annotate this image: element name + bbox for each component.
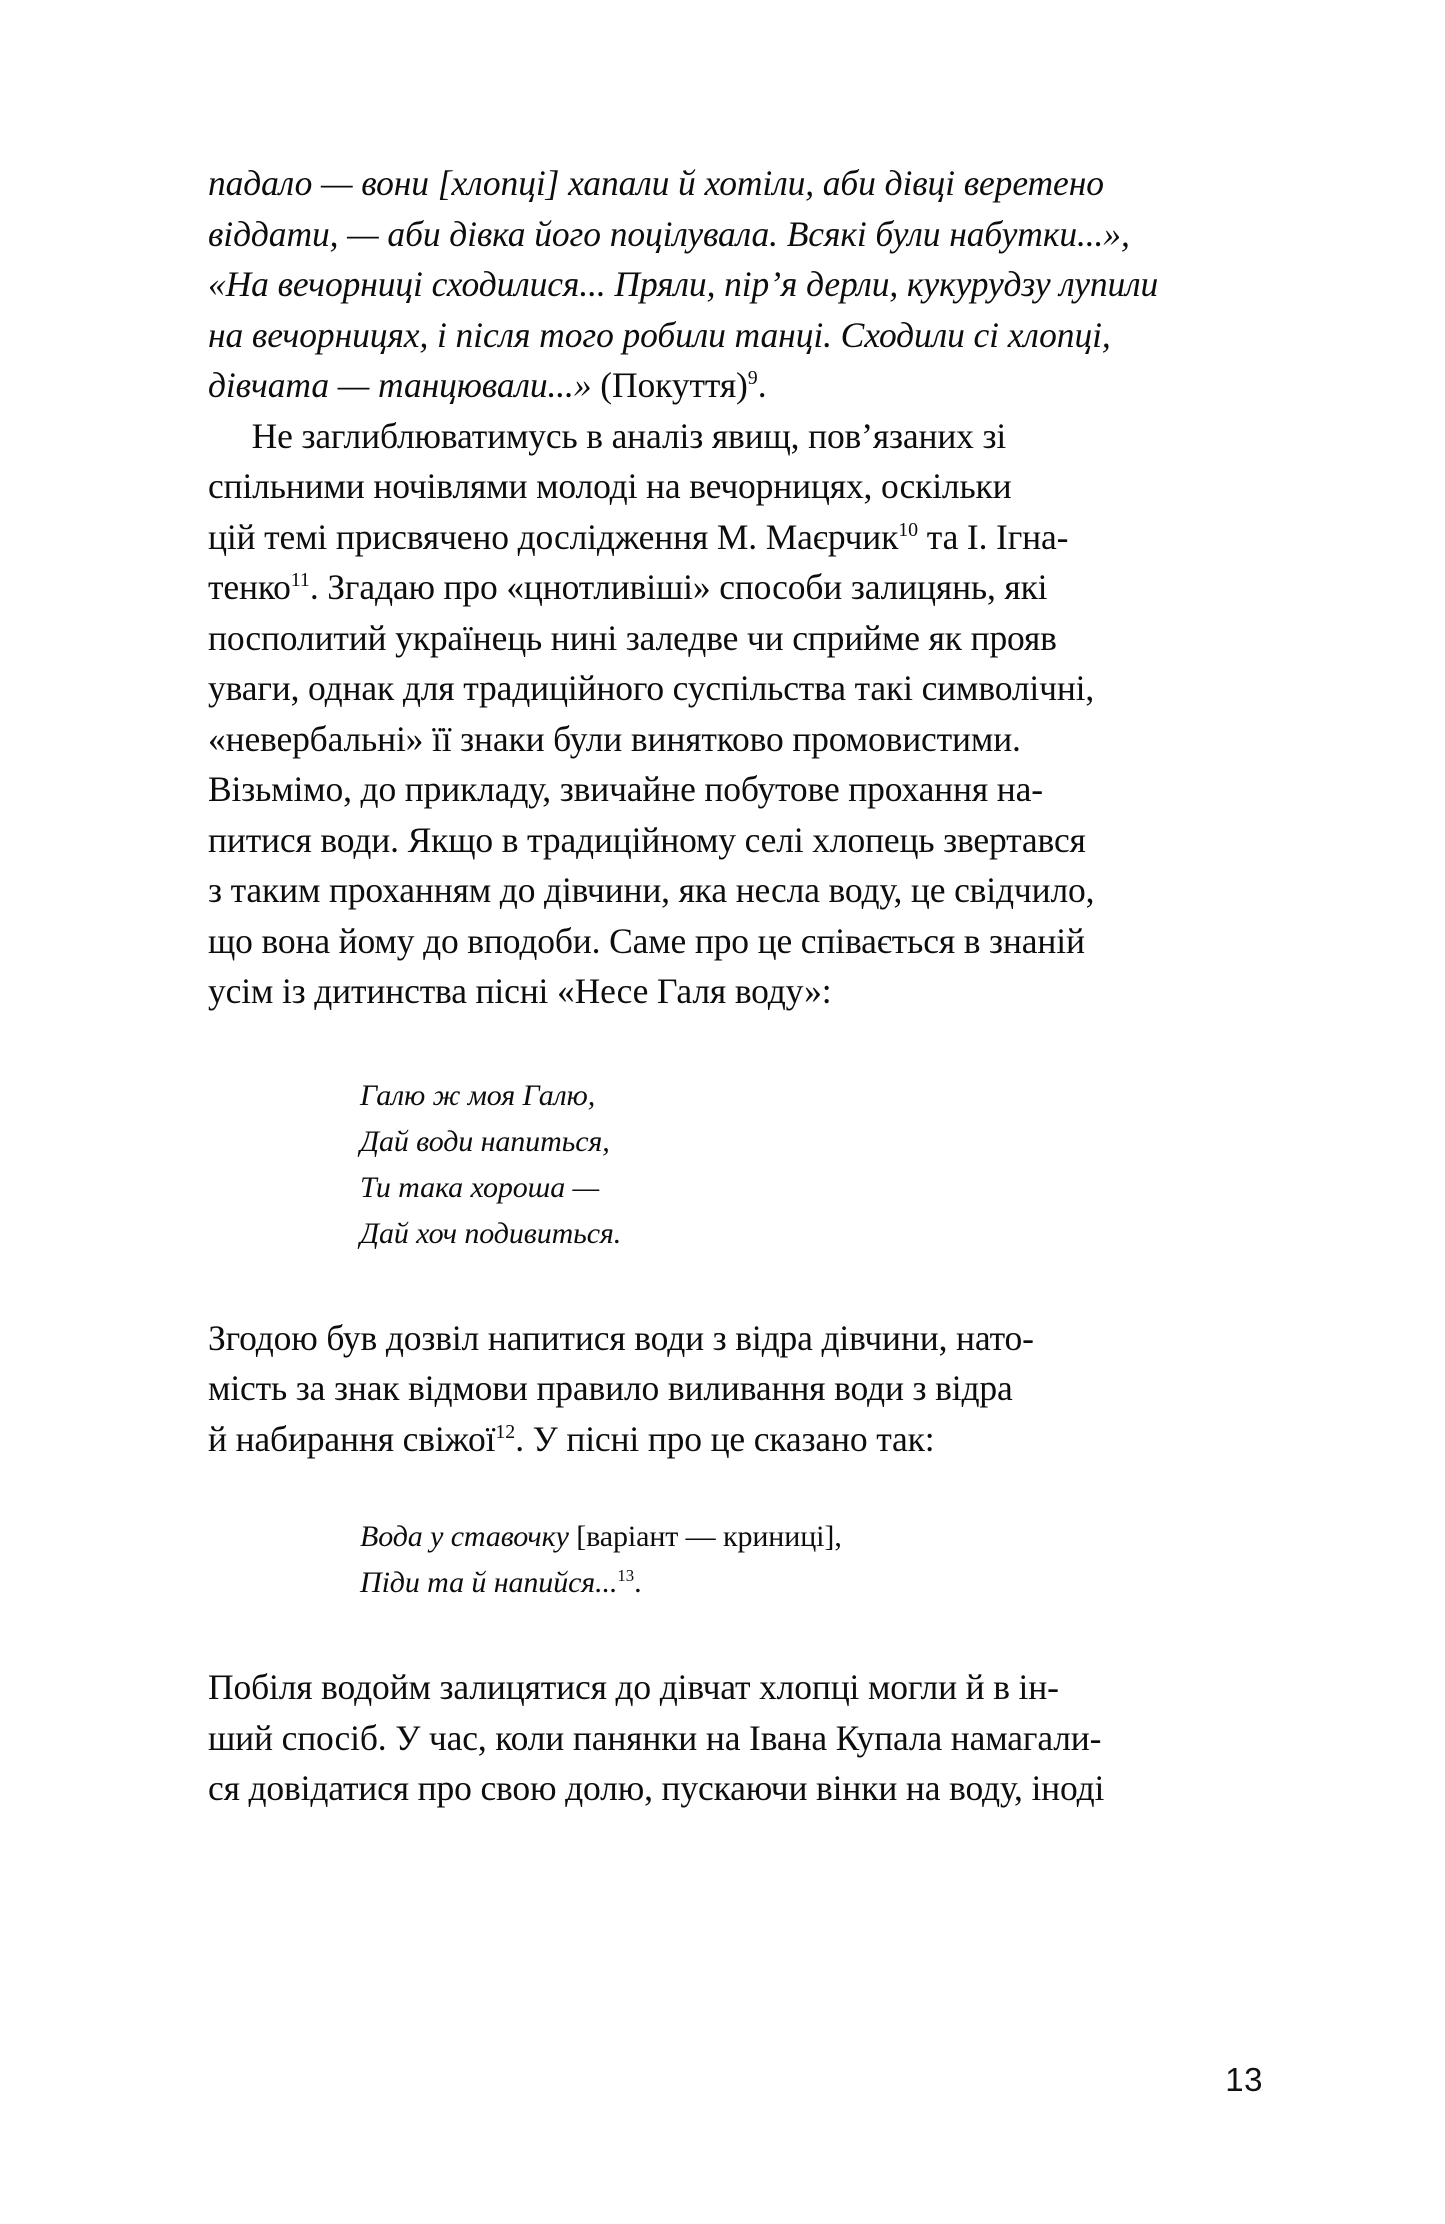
verse-line-tail: ,: [834, 1520, 842, 1553]
paragraph-line: що вона йому до вподоби. Саме про це співається в знаній: [208, 920, 1085, 961]
paragraph-line-with-footnote-12: [208, 1414, 1258, 1465]
line-text-before-footnote: й набирання свіжої: [208, 1418, 496, 1459]
paragraph-line: питися води. Якщо в традиційному селі хлопець звертався: [208, 819, 1086, 860]
footnote-marker-13: 13: [617, 1566, 635, 1585]
paragraph-line: усім із дитинства пісні «Несе Галя воду»:: [208, 971, 832, 1011]
paragraph-line: уваги, однак для традиційного суспільства такі символічні,: [208, 668, 1095, 708]
paragraph-line: посполитий українець нині заледве чи сприйме як прояв: [208, 617, 1057, 658]
paragraph-line: «невербальні» її знаки були винятково промовистими.: [208, 718, 1021, 759]
paragraph-line-with-footnote-11: [208, 562, 1258, 613]
spacer: [208, 1017, 1258, 1073]
paragraph-line: з таким проханням до дівчини, яка несла воду, це свідчило,: [208, 870, 1095, 910]
verse-block-two: [360, 1514, 1258, 1606]
page-content: [208, 158, 1258, 1814]
paragraph-two: [208, 1313, 1258, 1465]
quote-source-label: (Покуття): [600, 365, 748, 405]
verse-line-with-bracket: [360, 1514, 1258, 1560]
verse-line: Дай хоч подивиться.: [360, 1216, 622, 1250]
line-text-after-footnote: . У пісні про це сказано так:: [515, 1418, 935, 1459]
quote-line: падало — вони [хлопці] хапали й хотіли, аби дівці веретено: [208, 163, 1104, 203]
footnote-marker-11: 11: [290, 569, 310, 592]
quote-line-italic-part: дівчата — танцювали...»: [208, 365, 601, 405]
paragraph-line: Згодою був дозвіл напитися води з відра дівчини, нато-: [208, 1317, 1034, 1358]
paragraph-line-with-footnote-10: [208, 512, 1258, 563]
verse-italic-part: Піди та й напийся...: [360, 1566, 618, 1599]
paragraph-line: ся довідатися про свою долю, пускаючи вінки на воду, іноді: [208, 1768, 1105, 1808]
page-number: 13: [1225, 2061, 1263, 2098]
footnote-marker-10: 10: [898, 518, 919, 541]
footnote-marker-12: 12: [495, 1420, 516, 1443]
quote-line: віддати, — аби дівка його поцілувала. Всякі були набутки...»,: [208, 213, 1130, 254]
spacer: [208, 1606, 1258, 1662]
verse-line: Ти така хороша —: [360, 1170, 600, 1204]
spacer: [208, 1464, 1258, 1514]
paragraph-line: Не заглиблюватимусь в аналіз явищ, пов’язаних зі: [208, 415, 1007, 456]
paragraph-three: [208, 1662, 1258, 1814]
quote-line: на вечорницях, і після того робили танці. Сходили сі хлопці,: [208, 314, 1111, 355]
verse-line-with-footnote-13: [360, 1560, 1258, 1606]
paragraph-one: [208, 411, 1258, 1017]
line-text-before-footnote: тенко: [208, 567, 291, 607]
opening-quote-block: [208, 158, 1258, 411]
verse-line: Дай води напиться,: [360, 1124, 610, 1158]
verse-italic-part: Вода у ставочку: [360, 1520, 577, 1553]
quote-line: «На вечорниці сходилися... Пряли, пір’я дерли, кукурудзу лупили: [208, 264, 1159, 304]
quote-line-tail: .: [757, 365, 767, 405]
paragraph-line: спільними ночівлями молоді на вечорницях, оскільки: [208, 466, 1012, 506]
paragraph-line: Побіля водойм залицятися до дівчат хлопці могли й в ін-: [208, 1667, 1059, 1707]
paragraph-line: ший спосіб. У час, коли панянки на Івана Купала намагали-: [208, 1717, 1102, 1758]
paragraph-line: мість за знак відмови правило виливання води з відра: [208, 1368, 1013, 1408]
verse-line-tail: .: [634, 1566, 642, 1599]
verse-variant-note: [варіант — криниці]: [576, 1520, 835, 1553]
paragraph-line: Візьмімо, до прикладу, звичайне побутове прохання на-: [208, 769, 1043, 809]
verse-block-one: [360, 1073, 1258, 1257]
spacer: [208, 1257, 1258, 1313]
verse-line: Галю ж моя Галю,: [360, 1078, 596, 1112]
line-text-before-footnote: цій темі присвячено дослідження М. Маєрчик: [208, 516, 899, 557]
footnote-marker-9: 9: [747, 367, 758, 390]
quote-line-last: [208, 360, 1258, 411]
line-text-after-footnote: . Згадаю про «цнотливіші» способи залицянь, які: [309, 567, 1048, 607]
line-text-after-footnote: та І. Ігна-: [918, 516, 1069, 557]
